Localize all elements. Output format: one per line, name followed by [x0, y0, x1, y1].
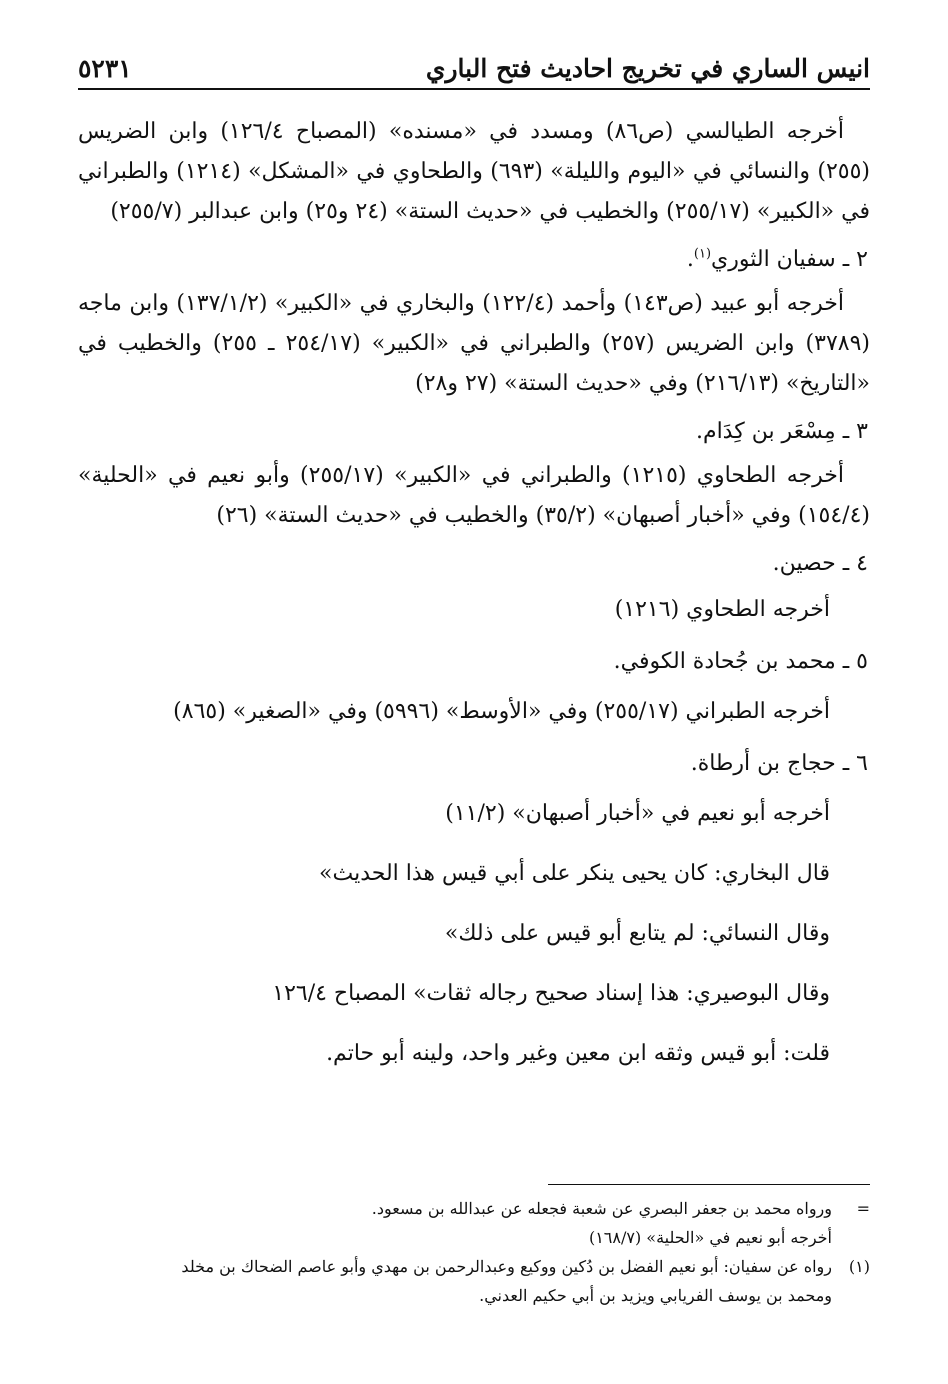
- footnote-continued-line-1: =ورواه محمد بن جعفر البصري عن شعبة فجعله عن عبدالله بن مسعود.: [78, 1194, 870, 1223]
- list-item-2: ٢ ـ سفيان الثوري$^{(١)}$.: [686, 246, 868, 272]
- footnote-separator: [548, 1184, 870, 1185]
- item-number: ٣: [856, 419, 868, 444]
- main-text: [78, 112, 870, 1074]
- page-number: ٥٢٣١: [78, 54, 132, 83]
- author-note: قلت: أبو قيس وثقه ابن معين وغير واحد، ولينه أبو حاتم.: [326, 1041, 830, 1066]
- item-number: ٤: [856, 551, 868, 576]
- footnote-ref: (١): [693, 246, 712, 262]
- item-name: حجاج بن أرطاة.: [690, 751, 836, 776]
- list-item-4: ٤ ـ حصين.: [772, 551, 868, 576]
- item-name: محمد بن جُحادة الكوفي.: [613, 649, 836, 674]
- paragraph-3: أخرجه الطحاوي (١٢١٥) والطبراني في «الكبير» (٢٥٥/١٧) وأبو نعيم في «الحلية» (١٥٤/٤) وفي «أخبار أصبهان» (٣٥/٢) والخطيب في «حديث الستة» (٢٦): [78, 463, 870, 528]
- item-name: حصين.: [772, 551, 836, 576]
- quote-nasai: وقال النسائي: لم يتابع أبو قيس على ذلك»: [444, 921, 830, 946]
- list-item-3: ٣ ـ مِسْعَر بن كِدَام.: [695, 419, 868, 444]
- footnote-continued-line-2: أخرجه أبو نعيم في «الحلية» (١٦٨/٧): [588, 1228, 832, 1247]
- paragraph-4: أخرجه الطحاوي (١٢١٦): [614, 597, 830, 622]
- footnote-1-line-1: (١)رواه عن سفيان: أبو نعيم الفضل بن دُكين ووكيع وعبدالرحمن بن مهدي وأبو عاصم الضحاك بن مخلد: [78, 1252, 870, 1281]
- list-item-5: ٥ ـ محمد بن جُحادة الكوفي.: [613, 649, 868, 674]
- item-number: ٥: [856, 649, 868, 674]
- item-name: سفيان الثوري: [711, 247, 836, 272]
- continuation-mark: =: [856, 1199, 870, 1218]
- item-name: مِسْعَر بن كِدَام.: [695, 419, 836, 444]
- paragraph-1: أخرجه الطيالسي (ص٨٦) ومسدد في «مسنده» (المصباح ١٢٦/٤) وابن الضريس (٢٥٥) والنسائي في «اليوم والليلة» (٦٩٣) والطحاوي في «المشكل» (١٢١٤) والطبراني في «الكبير» (٢٥٥/١٧) والخطيب في «حديث الستة» (٢٤ و٢٥) وابن عبدالبر (٢٥٥/٧): [78, 119, 870, 224]
- footnotes: [78, 1194, 870, 1310]
- quote-busiri: وقال البوصيري: هذا إسناد صحيح رجاله ثقات» المصباح ١٢٦/٤: [272, 981, 830, 1006]
- list-item-6: ٦ ـ حجاج بن أرطاة.: [690, 751, 868, 776]
- item-number: ٦: [856, 751, 868, 776]
- paragraph-6: أخرجه أبو نعيم في «أخبار أصبهان» (١١/٢): [445, 801, 830, 826]
- footnote-number: (١): [848, 1257, 870, 1276]
- quote-bukhari: قال البخاري: كان يحيى ينكر على أبي قيس هذا الحديث»: [319, 861, 830, 886]
- running-title: انيس الساري في تخريج احاديث فتح الباري: [425, 54, 870, 83]
- paragraph-2: أخرجه أبو عبيد (ص١٤٣) وأحمد (١٢٢/٤) والبخاري في «الكبير» (١٣٧/١/٢) وابن ماجه (٣٧٨٩) وابن الضريس (٢٥٧) والطبراني في «الكبير» (٢٥٤/١٧ ـ ٢٥٥) والخطيب في «التاريخ» (٢١٦/١٣) وفي «حديث الستة» (٢٧ و٢٨): [78, 291, 870, 396]
- footnote-1-line-2: ومحمد بن يوسف الفريابي ويزيد بن أبي حكيم العدني.: [479, 1286, 832, 1305]
- item-number: ٢: [856, 247, 868, 272]
- page-header: [78, 52, 870, 90]
- paragraph-5: أخرجه الطبراني (٢٥٥/١٧) وفي «الأوسط» (٥٩٩٦) وفي «الصغير» (٨٦٥): [173, 699, 830, 724]
